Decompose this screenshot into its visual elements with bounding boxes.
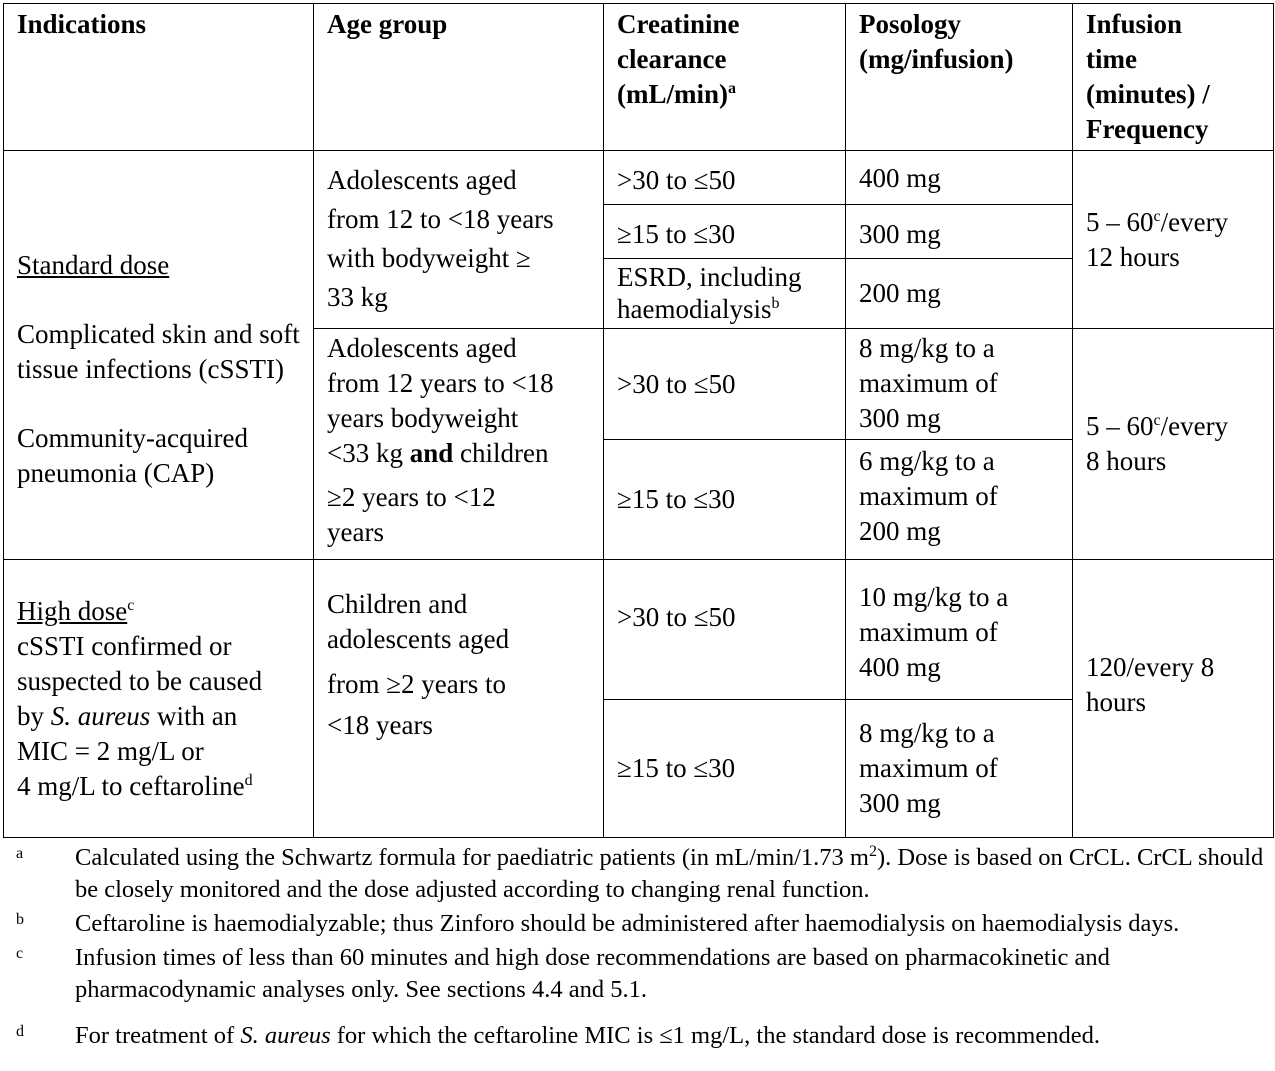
dose-cell: 8 mg/kg to a maximum of 300 mg [846,700,1073,838]
header-infusion-time: Infusion time (minutes) / Frequency [1073,4,1274,151]
dose-cell: 8 mg/kg to a maximum of 300 mg [846,329,1073,440]
infusion-cell: 5 – 60$^c$/every 8 hours [1073,329,1274,560]
header-age-group: Age group [314,4,604,151]
dose-cell: 400 mg [846,151,1073,205]
dose-cell: 6 mg/kg to a maximum of 200 mg [846,440,1073,560]
header-posology: Posology (mg/infusion) [846,4,1073,151]
table-header-row [4,4,1274,151]
footnote-marker: b [16,911,24,928]
footnote-b: b Ceftaroline is haemodialyzable; thus Zinforo should be administered after haemodialysis on haemodialysis days. [3,908,1273,940]
dosing-table [3,3,1274,838]
header-indications: Indications [4,4,314,151]
dose-cell: 10 mg/kg to a maximum of 400 mg [846,560,1073,700]
crcl-cell: >30 to ≤50 [604,151,846,205]
standard-dose-indications [4,151,314,560]
table-row [4,151,1274,205]
dose-cell: 200 mg [846,259,1073,329]
indication-cap: Community-acquired pneumonia (CAP) [17,422,248,488]
infusion-cell: 120/every 8 hours [1073,560,1274,838]
age-group-children-adolescents: Children and adolescents aged from ≥2 years to <18 years [314,560,604,838]
footnotes [3,842,1273,1052]
age-group-adolescents-33kg: Adolescents aged from 12 to <18 years with bodyweight ≥ 33 kg [314,151,604,329]
footnote-marker: d [16,1023,24,1040]
crcl-cell: >30 to ≤50 [604,329,846,440]
crcl-cell: ESRD, including haemodialysis$^b$ [604,259,846,329]
crcl-cell: ≥15 to ≤30 [604,205,846,259]
footnote-a: a Calculated using the Schwartz formula for paediatric patients (in mL/min/1.73 $m^2$). Dose is based on CrCL. CrCL should be closely monitored and the dose adjusted according to changing renal function. [3,842,1273,906]
high-dose-indications: High dose$^c$ cSSTI confirmed or suspected to be caused by S. aureus with an MIC = 2 mg/L or 4 mg/L to ceftaroline$^d$ [4,560,314,838]
footnote-d: d For treatment of S. aureus for which the ceftaroline MIC is ≤1 mg/L, the standard dose is recommended. [3,1020,1273,1052]
footnote-marker: c [16,945,24,962]
crcl-cell: >30 to ≤50 [604,560,846,700]
high-dose-title: High dose [17,595,128,626]
age-group-under-33kg: Adolescents aged from 12 years to <18 years bodyweight <33 kg and children ≥2 years to <12 years [314,329,604,560]
footnote-marker: a [16,845,24,862]
crcl-cell: ≥15 to ≤30 [604,440,846,560]
header-creatinine-clearance: Creatinine clearance $(mL/\min)^a$ [604,4,846,151]
dosing-document [3,3,1273,1054]
dose-cell: 300 mg [846,205,1073,259]
crcl-cell: ≥15 to ≤30 [604,700,846,838]
table-row [4,560,1274,700]
footnote-c: c Infusion times of less than 60 minutes and high dose recommendations are based on pharmacokinetic and pharmacodynamic analyses only. See sections 4.4 and 5.1. [3,942,1273,1006]
infusion-cell: 5 – 60$^c$/every 12 hours [1073,151,1274,329]
indication-csssti: Complicated skin and soft tissue infections (cSSTI) [17,318,300,384]
standard-dose-title: Standard dose [17,249,170,280]
